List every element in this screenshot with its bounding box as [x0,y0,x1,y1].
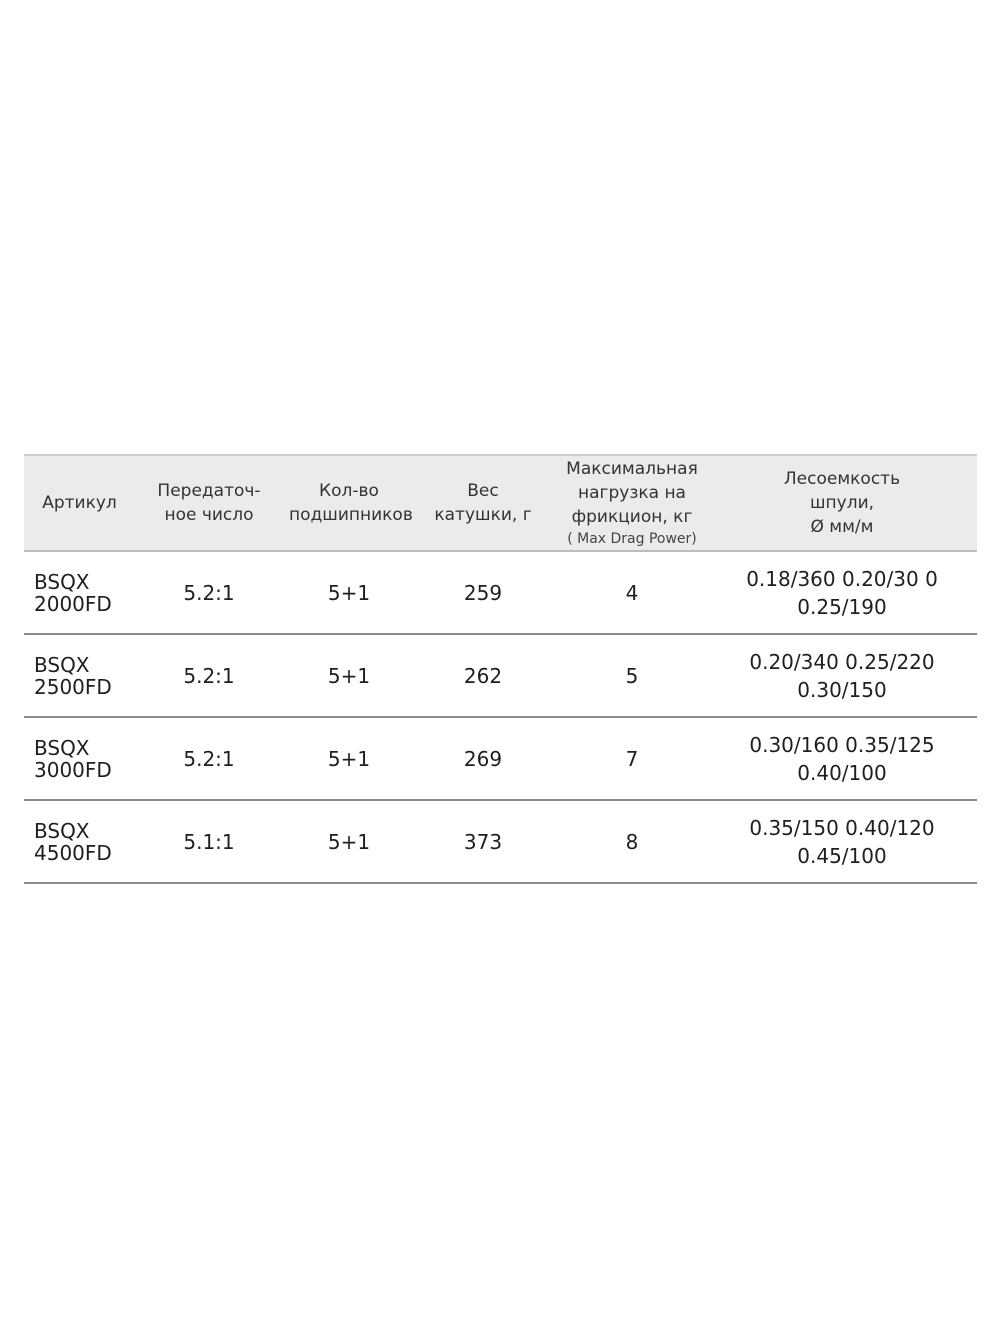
capacity-cell [707,814,977,870]
table-row [24,552,977,635]
header-article [24,491,129,515]
header-capacity [707,467,977,539]
header-gear-ratio [129,479,289,527]
gear-ratio-cell: 5.2:1 [183,663,235,688]
model-size: 3000FD [34,757,112,782]
bearings-cell: 5+1 [327,580,371,605]
capacity-line-2: 0.45/100 [797,843,887,868]
max-drag-cell: 5 [625,663,639,688]
bearings-cell: 5+1 [327,829,371,854]
capacity-cell [707,648,977,704]
max-drag-cell: 8 [625,829,639,854]
bearings-cell: 5+1 [327,663,371,688]
header-max-drag [557,457,707,549]
header-max-drag-line-1: Максимальная [566,459,698,479]
spec-table [24,454,977,884]
weight-cell: 262 [463,663,503,688]
weight-cell: 269 [463,746,503,771]
capacity-line-2: 0.30/150 [797,677,887,702]
table-row [24,718,977,801]
header-max-drag-line-3: фрикцион, кг [571,507,693,527]
model-size: 4500FD [34,840,112,865]
header-max-drag-english: ( Max Drag Power) [567,531,697,547]
gear-ratio-cell: 5.2:1 [183,580,235,605]
header-weight-line-2: катушки, г [434,505,532,525]
capacity-cell [707,565,977,621]
model-cell [24,571,129,615]
bearings-cell: 5+1 [327,746,371,771]
header-weight-line-1: Вес [467,481,499,501]
weight-cell: 259 [463,580,503,605]
table-header [24,454,977,552]
capacity-line-1: 0.18/360 0.20/30 0 [746,566,938,591]
weight-cell: 373 [463,829,503,854]
header-capacity-line-2: шпули, [809,493,875,513]
model-size: 2000FD [34,591,112,616]
header-bearings-line-1: Кол-во [319,481,379,501]
model-cell [24,737,129,781]
model-cell [24,820,129,864]
table-row [24,635,977,718]
model-size: 2500FD [34,674,112,699]
capacity-line-2: 0.25/190 [797,594,887,619]
model-series: BSQX [34,569,90,594]
header-article-label: Артикул [42,493,117,513]
header-max-drag-line-2: нагрузка на [578,483,686,503]
model-series: BSQX [34,818,90,843]
capacity-line-1: 0.20/340 0.25/220 [749,649,935,674]
capacity-cell [707,731,977,787]
gear-ratio-cell: 5.1:1 [183,829,235,854]
header-capacity-line-1: Лесоемкость [783,469,901,489]
capacity-line-2: 0.40/100 [797,760,887,785]
header-weight [409,479,557,527]
header-bearings [289,479,413,527]
capacity-line-1: 0.30/160 0.35/125 [749,732,935,757]
header-capacity-line-3: Ø мм/м [810,517,874,537]
header-gear-ratio-line-2: ное число [164,505,254,525]
header-gear-ratio-line-1: Передаточ- [157,481,261,501]
capacity-line-1: 0.35/150 0.40/120 [749,815,935,840]
model-cell [24,654,129,698]
gear-ratio-cell: 5.2:1 [183,746,235,771]
header-bearings-line-2: подшипников [289,505,413,525]
max-drag-cell: 4 [625,580,639,605]
table-row [24,801,977,884]
model-series: BSQX [34,652,90,677]
model-series: BSQX [34,735,90,760]
max-drag-cell: 7 [625,746,639,771]
